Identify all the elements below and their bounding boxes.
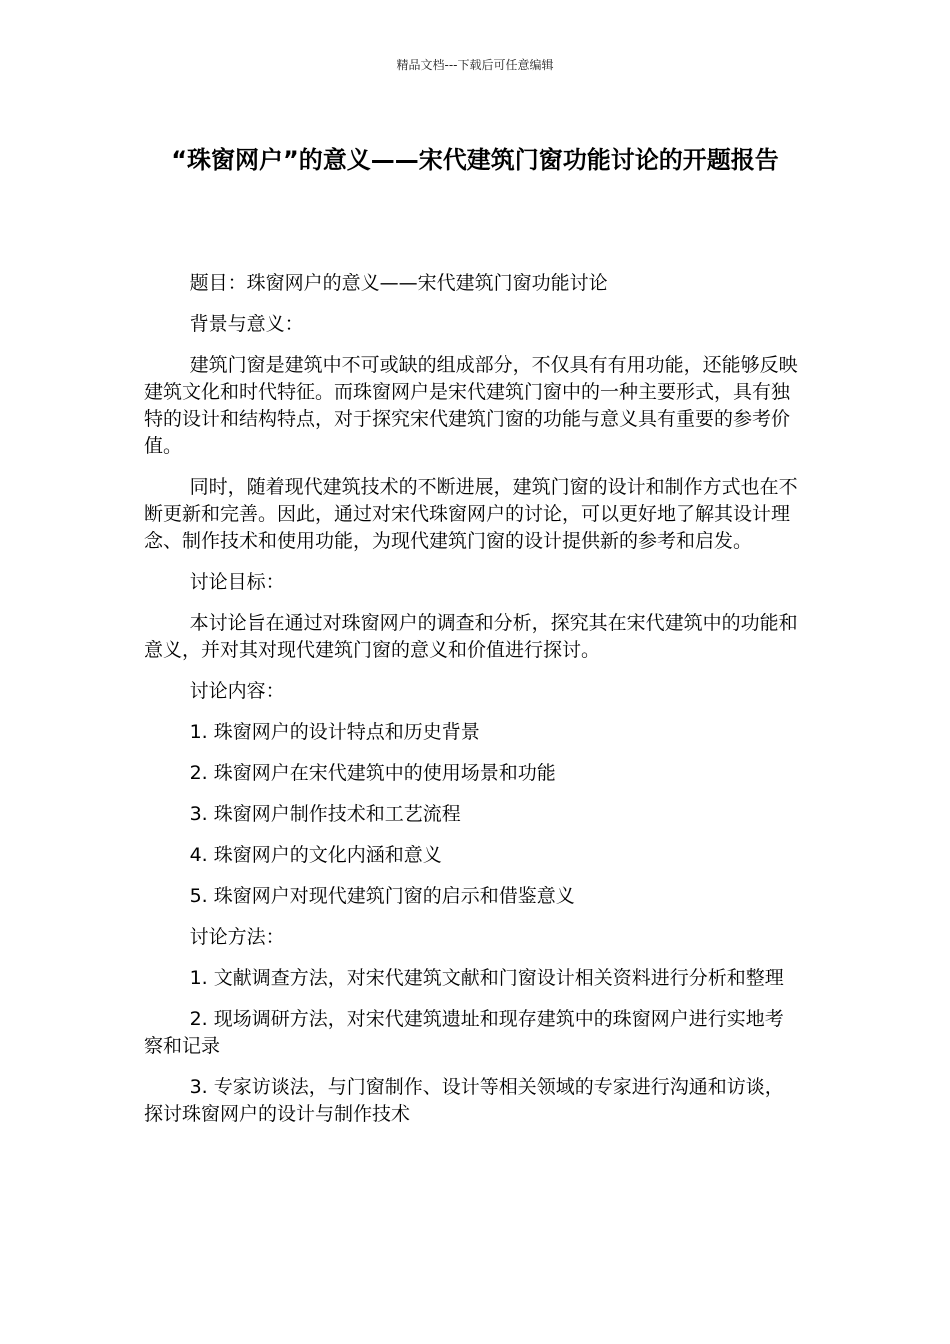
- method-list-item: 2. 现场调研方法，对宋代建筑遗址和现存建筑中的珠窗网户进行实地考察和记录: [144, 1008, 784, 1057]
- method-list-item: 1. 文献调查方法，对宋代建筑文献和门窗设计相关资料进行分析和整理: [189, 967, 784, 989]
- background-paragraph-2: 同时，随着现代建筑技术的不断进展，建筑门窗的设计和制作方式也在不断更新和完善。因此，通过对宋代珠窗网户的讨论，可以更好地了解其设计理念、制作技术和使用功能，为现代建筑门窗的设计提供新的参考和启发。: [144, 476, 798, 552]
- page-header-note: 精品文档---下载后可任意编辑: [396, 58, 554, 72]
- content-list-item: 4. 珠窗网户的文化内涵和意义: [189, 844, 442, 866]
- document-title: “珠窗网户”的意义——宋代建筑门窗功能讨论的开题报告: [171, 146, 779, 174]
- content-list-item: 2. 珠窗网户在宋代建筑中的使用场景和功能: [189, 762, 556, 784]
- document-body: [144, 270, 800, 1142]
- section-heading-goals: 讨论目标：: [189, 571, 285, 593]
- goals-paragraph: 本讨论旨在通过对珠窗网户的调查和分析，探究其在宋代建筑中的功能和意义，并对其对现代建筑门窗的意义和价值进行探讨。: [144, 612, 798, 661]
- section-heading-content: 讨论内容：: [189, 680, 285, 702]
- method-list-item: 3. 专家访谈法，与门窗制作、设计等相关领域的专家进行沟通和访谈，探讨珠窗网户的设计与制作技术: [144, 1076, 784, 1125]
- topic-line: 题目：珠窗网户的意义——宋代建筑门窗功能讨论: [189, 272, 608, 294]
- content-list-item: 3. 珠窗网户制作技术和工艺流程: [189, 803, 461, 825]
- section-heading-methods: 讨论方法：: [189, 926, 285, 948]
- content-list-item: 5. 珠窗网户对现代建筑门窗的启示和借鉴意义: [189, 885, 575, 907]
- section-heading-background: 背景与意义：: [189, 313, 304, 335]
- content-list-item: 1. 珠窗网户的设计特点和历史背景: [189, 721, 480, 743]
- background-paragraph-1: 建筑门窗是建筑中不可或缺的组成部分，不仅具有有用功能，还能够反映建筑文化和时代特征。而珠窗网户是宋代建筑门窗中的一种主要形式，具有独特的设计和结构特点，对于探究宋代建筑门窗的功能与意义具有重要的参考价值。: [144, 354, 798, 457]
